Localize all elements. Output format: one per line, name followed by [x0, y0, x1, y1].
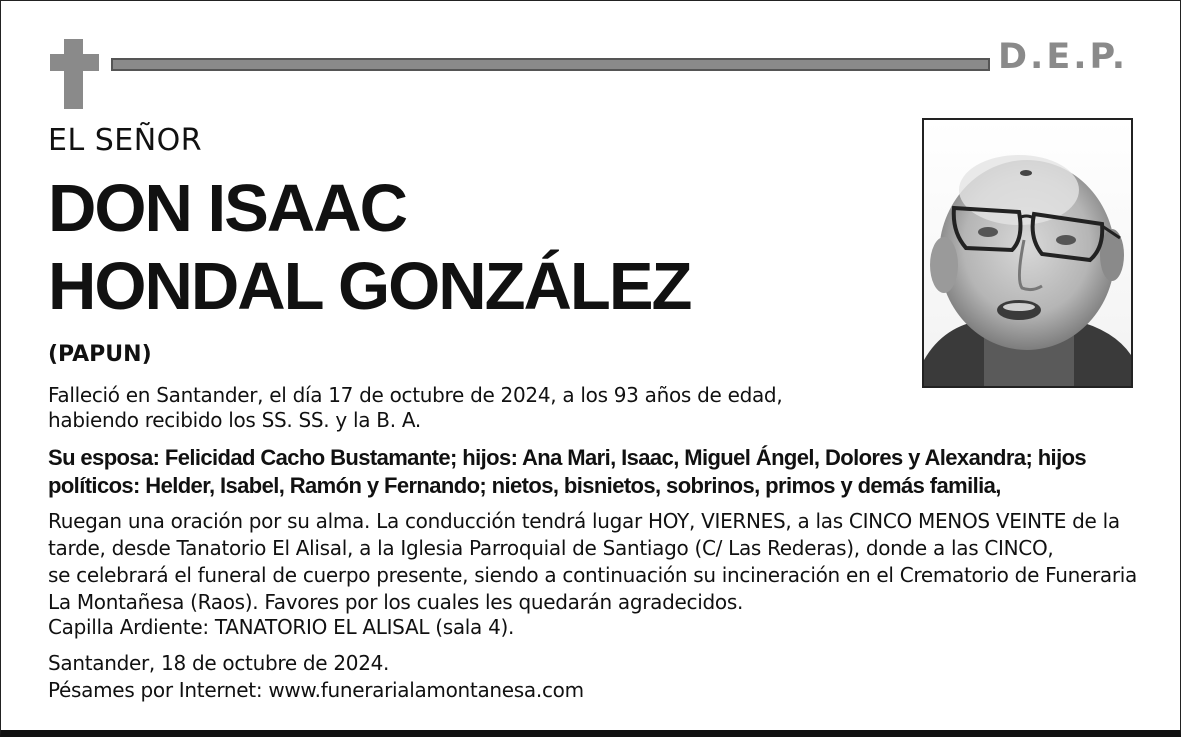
deceased-nickname: (PAPUN)	[48, 342, 152, 367]
portrait-image	[924, 120, 1131, 386]
honorific-title: EL SEÑOR	[48, 123, 203, 158]
portrait-photo	[922, 118, 1133, 388]
request-line-4: La Montañesa (Raos). Favores por los cuales les quedarán agradecidos.	[48, 590, 744, 614]
request-line-3: se celebrará el funeral de cuerpo presente, siendo a continuación su incineración en el Crematorio de Funeraria	[48, 563, 1138, 587]
death-notice-line-2: habiendo recibido los SS. SS. y la B. A.	[48, 408, 421, 432]
request-line-1: Ruegan una oración por su alma. La conducción tendrá lugar HOY, VIERNES, a las CINCO MENOS VEINTE de la	[48, 509, 1120, 533]
request-line-2: tarde, desde Tanatorio El Alisal, a la Iglesia Parroquial de Santiago (C/ Las Rederas), donde a las CINCO,	[48, 536, 1054, 560]
dep-label: D.E.P.	[998, 37, 1129, 77]
cross-icon-bar	[50, 54, 99, 71]
date-line: Santander, 18 de octubre de 2024.	[48, 651, 390, 675]
cross-icon	[64, 39, 83, 109]
death-notice-line-1: Falleció en Santander, el día 17 de octubre de 2024, a los 93 años de edad,	[48, 383, 783, 407]
deceased-name-line-2: HONDAL GONZÁLEZ	[48, 249, 691, 324]
condolences-line: Pésames por Internet: www.funerarialamontanesa.com	[48, 678, 584, 702]
family-list: Su esposa: Felicidad Cacho Bustamante; hijos: Ana Mari, Isaac, Miguel Ángel, Dolores y Alexandra; hijos políticos: Helder, Isabel, Ramón y Fernando; nietos, bisnietos, sobrinos, primos y demás familia,	[48, 445, 1087, 498]
header-rule	[111, 58, 990, 71]
deceased-name-line-1: DON ISAAC	[48, 171, 406, 246]
chapel-line: Capilla Ardiente: TANATORIO EL ALISAL (sala 4).	[48, 615, 515, 639]
